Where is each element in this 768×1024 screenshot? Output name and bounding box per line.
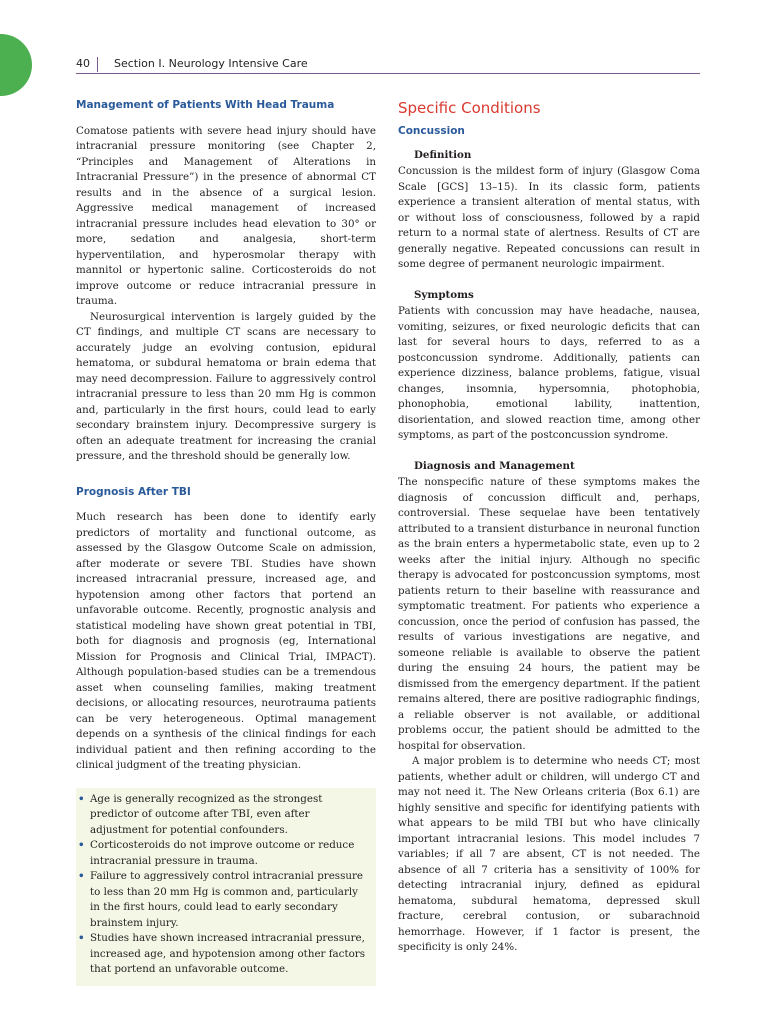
key-point: • Age is generally recognized as the strongest predictor of outcome after TBI, even after adjustment for potential confounders. <box>78 792 323 836</box>
bullet-icon: • <box>78 870 85 882</box>
definition-paragraph: Concussion is the mildest form of injury (Glasgow Coma Scale [GCS] 13–15). In its classic form, patients experience a transient alteration of mental status, with or without loss of consciousness, followed by a rapid return to a normal state of alertness. Results of CT are generally negative. Repeated concussions can result in some degree of permanent neurologic impairment. <box>398 165 700 270</box>
running-header <box>76 56 700 74</box>
key-point: • Failure to aggressively control intracranial pressure to less than 20 mm Hg is common and, particularly in the first hours, could lead to early secondary brainstem injury. <box>78 870 364 929</box>
diagnosis-paragraph-2: A major problem is to determine who needs CT; most patients, whether adult or children, will undergo CT and may not need it. The New Orleans criteria (Box 6.1) are highly sensitive and specific for identifying patients with what appears to be mild TBI but who have clinically important intracranial lesions. This model includes 7 variables; if all 7 are absent, CT is not needed. The absence of all 7 criteria has a sensitivity of 100% for detecting intracranial injury, defined as epidural hematoma, subdural hematoma, depressed skull fracture, cerebral contusion, or subarachnoid hemorrhage. However, if 1 factor is present, the specificity is only 24%. <box>398 755 700 953</box>
bullet-icon: • <box>78 839 85 851</box>
diagnosis-heading: Diagnosis and Management <box>414 459 575 472</box>
section-title: Section I. Neurology Intensive Care <box>114 57 308 70</box>
key-point: • Corticosteroids do not improve outcome or reduce intracranial pressure in trauma. <box>78 839 355 867</box>
bullet-icon: • <box>78 932 85 944</box>
right-column <box>398 98 700 956</box>
management-heading: Management of Patients With Head Trauma <box>76 99 335 111</box>
symptoms-heading: Symptoms <box>414 288 474 301</box>
symptoms-paragraph: Patients with concussion may have headache, nausea, vomiting, seizures, or fixed neurologic deficits that can last for several hours to days, referred to as a postconcussion syndrome. Additionally, patients can experience dizziness, balance problems, fatigue, visual changes, insomnia, hypersomnia, photophobia, phonophobia, emotional lability, inattention, disorientation, and slowed reaction time, among other symptoms, as part of the postconcussion syndrome. <box>398 305 700 441</box>
definition-heading: Definition <box>414 148 472 161</box>
key-point: • Studies have shown increased intracranial pressure, increased age, and hypotension among other factors that portend an unfavorable outcome. <box>78 932 365 975</box>
header-rule <box>76 73 700 74</box>
key-points-list <box>76 792 368 978</box>
management-paragraph-2: Neurosurgical intervention is largely guided by the CT findings, and multiple CT scans are necessary to accurately judge an evolving contusion, epidural hematoma, or subdural hematoma or brain edema that may need decompression. Failure to aggressively control intracranial pressure to less than 20 mm Hg is common and, particularly in the first hours, could lead to early secondary brainstem injury. Decompressive surgery is often an adequate treatment for increasing the cranial pressure, and the threshold should be generally low. <box>76 310 376 462</box>
page-number: 40 <box>76 57 90 70</box>
specific-conditions-heading: Specific Conditions <box>398 99 541 117</box>
bullet-icon: • <box>78 792 85 805</box>
key-points-box <box>76 788 376 986</box>
diagnosis-paragraph-1: The nonspecific nature of these symptoms makes the diagnosis of concussion difficult and, perhaps, controversial. These sequelae have been tentatively attributed to a transient disturbance in neuronal function as the brain enters a hypermetabolic state, even up to 2 weeks after the initial injury. Although no specific therapy is advocated for postconcussion symptoms, most patients return to their baseline with reassurance and symptomatic treatment. For patients who experience a concussion, once the period of confusion has passed, the results of various investigations are negative, and someone reliable is available to observe the patient during the ensuing 24 hours, the patient may be dismissed from the emergency department. If the patient remains altered, there are positive radiographic findings, a reliable observer is not available, or additional problems occur, the patient should be admitted to the hospital for observation. <box>398 476 700 752</box>
left-column <box>76 98 376 986</box>
prognosis-heading: Prognosis After TBI <box>76 485 191 498</box>
chapter-tab-marker <box>0 34 32 96</box>
header-separator <box>97 57 98 72</box>
prognosis-paragraph: Much research has been done to identify early predictors of mortality and functional outcome, as assessed by the Glasgow Outcome Scale on admission, after moderate or severe TBI. Studies have shown increased intracranial pressure, increased age, and hypotension among other factors that portend an unfavorable outcome. Recently, prognostic analysis and statistical modeling have shown great potential in TBI, both for diagnosis and prognosis (eg, International Mission for Prognosis and Clinical Trial, IMPACT). Although population-based studies can be a tremendous asset when counseling families, making treatment decisions, or allocating resources, neurotrauma patients can be very heterogeneous. Optimal management depends on a synthesis of the clinical findings for each individual patient and then refining according to the clinical judgment of the treating physician. <box>76 511 376 771</box>
management-paragraph-1: Comatose patients with severe head injury should have intracranial pressure monitoring (see Chapter 2, “Principles and Management of Alterations in Intracranial Pressure”) in the presence of abnormal CT results and in the absence of a surgical lesion. Aggressive medical management of increased intracranial pressure includes head elevation to 30° or more, sedation and analgesia, short-term hyperventilation, and hyperosmolar therapy with mannitol or hypertonic saline. Corticosteroids do not improve outcome or reduce intracranial pressure in trauma. <box>76 124 376 307</box>
concussion-heading: Concussion <box>398 125 465 137</box>
